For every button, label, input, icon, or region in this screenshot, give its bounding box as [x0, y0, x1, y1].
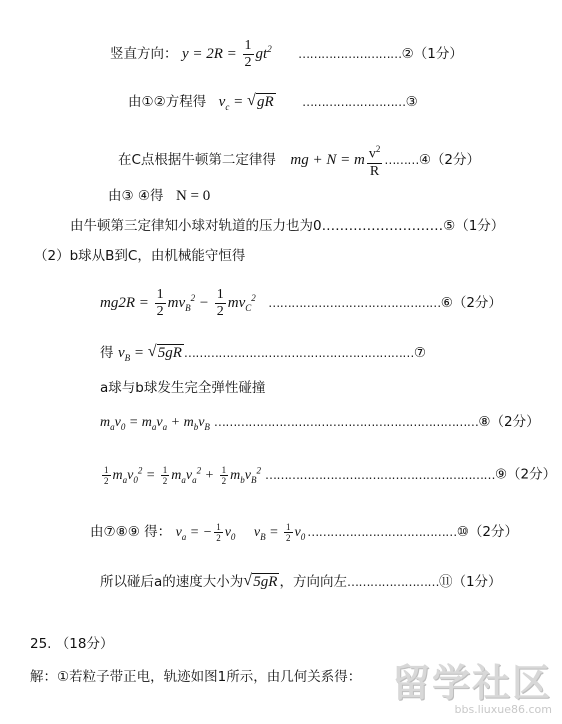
line-n-zero [108, 186, 210, 206]
line-conclusion [100, 572, 502, 592]
line-vb [100, 343, 426, 368]
watermark-url: bbs.liuxue86.com [454, 703, 552, 716]
eq-marker: ② [401, 45, 414, 62]
score-label: （2分） [507, 466, 557, 483]
leader-dots: ……………………… [302, 95, 406, 109]
question-25-heading [30, 634, 113, 654]
text: 由牛顿第三定律知小球对轨道的压力也为0………………………⑤ [70, 218, 456, 234]
line-newton-second [118, 141, 480, 180]
fraction-v2-over-R: $\frac{v^2}{R}$ [367, 141, 383, 180]
equation-momentum: $m_av_0 = m_av_a + m_bv_B$ [100, 415, 210, 432]
equation-newton: mg + N = m $\frac{v^2}{R}$ [290, 152, 384, 168]
leader-dots: ……………………… [298, 46, 402, 61]
line-elastic-collision [100, 378, 265, 398]
line-energy-conservation [100, 287, 502, 320]
eq-marker: ⑩ [456, 524, 469, 540]
label: 由③ ④得 [108, 188, 164, 204]
eq-marker: ⑦ [413, 345, 427, 361]
equation-kinetic: $\frac{1}{2}$ $m_av_0^2$ = $\frac{1}{2}$ $m_av_a^2$ + $\frac{1}{2}$ $m_bv_B^2$ [104, 464, 261, 486]
equation-vb-result: $v_B$ = $\frac{1}{2}$ $v_0$ [253, 522, 306, 544]
equation-energy: mg2R = $\frac{1}{2}$ $mv_B^2$ − $\frac{1}{2}$ $mv_C^2$ [100, 287, 256, 319]
score-label: （2分） [468, 524, 518, 540]
text: 解：①若粒子带正电，轨迹如图1所示，由几何关系得： [30, 669, 362, 685]
leader-dots: …………………………………………………… [264, 467, 495, 482]
watermark-title: 留学社区 [391, 661, 552, 705]
score-label: （1分） [413, 45, 463, 62]
text: 25. （18分） [30, 636, 114, 652]
label: 得 [100, 345, 114, 361]
label: 由⑦⑧⑨ 得： [90, 524, 172, 540]
text: （2）b球从B到C，由机械能守恒得 [34, 248, 246, 264]
line-part-2 [34, 246, 245, 266]
label-direction: ，方向向左 [279, 574, 347, 590]
equation-va: $v_a$ = − $\frac{1}{2}$ $v_0$ [175, 522, 236, 544]
watermark [392, 663, 552, 716]
leader-dots: …………………………………………………… [183, 346, 414, 360]
label: 在C点根据牛顿第二定律得 [118, 151, 276, 168]
eq-marker: ⑥ [440, 294, 453, 311]
score-label: （1分） [455, 218, 505, 234]
score-label: （1分） [452, 574, 502, 590]
eq-marker: ⑨ [494, 466, 508, 483]
leader-dots: ……………………………………… [268, 295, 441, 310]
line-vertical-direction [110, 38, 463, 71]
leader-dots: …………………………………………………………… [213, 415, 479, 429]
eq-marker: ⑪ [438, 574, 453, 590]
line-vc [128, 92, 418, 117]
label: 所以碰后a的速度大小为 [100, 574, 244, 590]
label: 竖直方向： [110, 45, 178, 62]
leader-dots: …………………… [346, 575, 439, 589]
eq-marker: ⑧ [478, 414, 491, 430]
leader-dots: ………………………………… [307, 525, 457, 539]
equation-vb: $v_B$ = √ 5gR [117, 343, 182, 363]
eq-marker: ③ [405, 94, 418, 110]
score-label: （2分） [452, 294, 502, 311]
equation-vc: $v_c$ = √ gR [218, 92, 274, 112]
fraction-half: $\frac{1}{2}$ [244, 38, 252, 70]
line-results [90, 522, 518, 547]
text: a球与b球发生完全弹性碰撞 [100, 380, 266, 396]
solution-intro [30, 667, 361, 687]
equation-n-zero: N = 0 [175, 188, 211, 204]
line-kinetic-energy [100, 460, 556, 489]
score-label: （2分） [490, 414, 540, 430]
score-label: （2分） [430, 151, 481, 168]
equation-y: y = 2R = $\frac{1}{2}$ $gt^2$ [181, 38, 272, 70]
label: 由①②方程得 [128, 94, 207, 110]
leader-dots: ……… [384, 152, 419, 167]
line-momentum [100, 412, 540, 437]
line-newton-third [70, 216, 504, 236]
eq-marker: ④ [418, 151, 431, 168]
equation-sqrt-5gR: √ 5gR [243, 572, 278, 590]
